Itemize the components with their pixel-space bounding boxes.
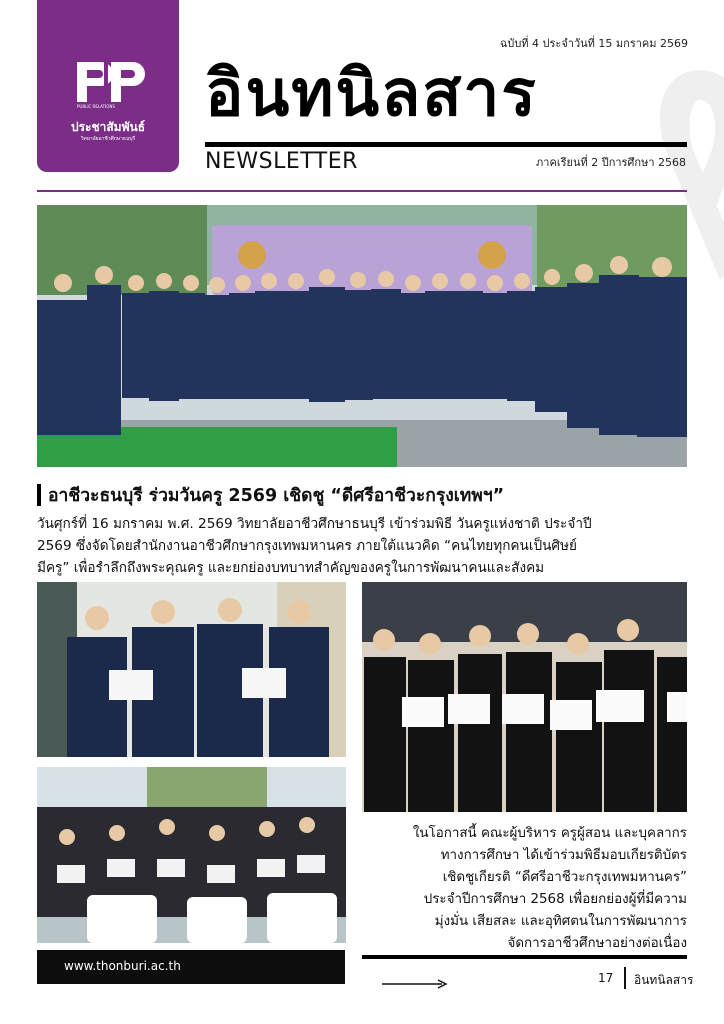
newsletter-subtitle: NEWSLETTER bbox=[205, 149, 358, 174]
issue-info: ฉบับที่ 4 ประจำวันที่ 15 มกราคม 2569 bbox=[499, 37, 688, 50]
article-story bbox=[362, 823, 687, 955]
headline-accent bbox=[37, 484, 41, 506]
article-intro bbox=[37, 513, 689, 579]
story-line: มุ่งมั่น เสียสละ และอุทิศตนในการพัฒนาการ bbox=[434, 914, 687, 929]
header-bottom-divider bbox=[37, 190, 687, 192]
pr-logo-icon bbox=[71, 58, 145, 106]
newsletter-title: อินทนิลสาร bbox=[205, 57, 538, 131]
brand-tagline: วิทยาลัยอาชีวศึกษาธนบุรี bbox=[80, 136, 136, 142]
story-line: ในโอกาสนี้ คณะผู้บริหาร ครูผู้สอน และบุคลากร bbox=[412, 826, 687, 841]
page-separator bbox=[624, 967, 626, 989]
teachers-certificate-photo bbox=[362, 582, 687, 812]
story-line: ประจำปีการศึกษา 2568 เพื่อยกย่องผู้ที่มีความ bbox=[423, 892, 687, 907]
intro-line: วันศุกร์ที่ 16 มกราคม พ.ศ. 2569 วิทยาลัยอาชีวศึกษาธนบุรี เข้าร่วมพิธี วันครูแห่งชาติ ประจำปี bbox=[37, 516, 592, 532]
website-link[interactable]: www.thonburi.ac.th bbox=[64, 959, 181, 973]
hero-group-photo bbox=[37, 205, 687, 467]
story-line: จัดการอาชีวศึกษาอย่างต่อเนื่อง bbox=[507, 936, 687, 951]
article-headline: อาชีวะธนบุรี ร่วมวันครู 2569 เชิดชู “ดีศรีอาชีวะกรุงเทพฯ” bbox=[48, 486, 505, 506]
brand-name: ประชาสัมพันธ์ bbox=[70, 120, 146, 134]
intro-line: 2569 ซึ่งจัดโดยสำนักงานอาชีวศึกษากรุงเทพมหานคร ภายใต้แนวคิด “คนไทยทุกคนเป็นศิษย์ bbox=[37, 538, 577, 554]
story-line: เชิดชูเกียรติ “ดีศรีอาชีวะกรุงเทพมหานคร” bbox=[442, 870, 687, 885]
arrow-right-icon bbox=[382, 979, 448, 989]
logo-subtext: PUBLIC RELATIONS bbox=[77, 104, 115, 109]
footer-publication-name: อินทนิลสาร bbox=[634, 973, 694, 987]
page-number: 17 bbox=[598, 971, 614, 985]
award-photo-left bbox=[37, 582, 346, 757]
footer-divider bbox=[362, 955, 687, 959]
story-line: ทางการศึกษา ได้เข้าร่วมพิธีมอบเกียรติบัตร bbox=[440, 848, 687, 863]
header-divider bbox=[205, 142, 687, 147]
intro-line: มีครู” เพื่อรำลึกถึงพระคุณครู และยกย่องบทบาทสำคัญของครูในการพัฒนาคนและสังคม bbox=[37, 560, 545, 576]
semester-info: ภาคเรียนที่ 2 ปีการศึกษา 2568 bbox=[536, 156, 686, 169]
ceremony-audience-photo bbox=[37, 767, 346, 943]
pr-logo-block bbox=[37, 0, 179, 172]
